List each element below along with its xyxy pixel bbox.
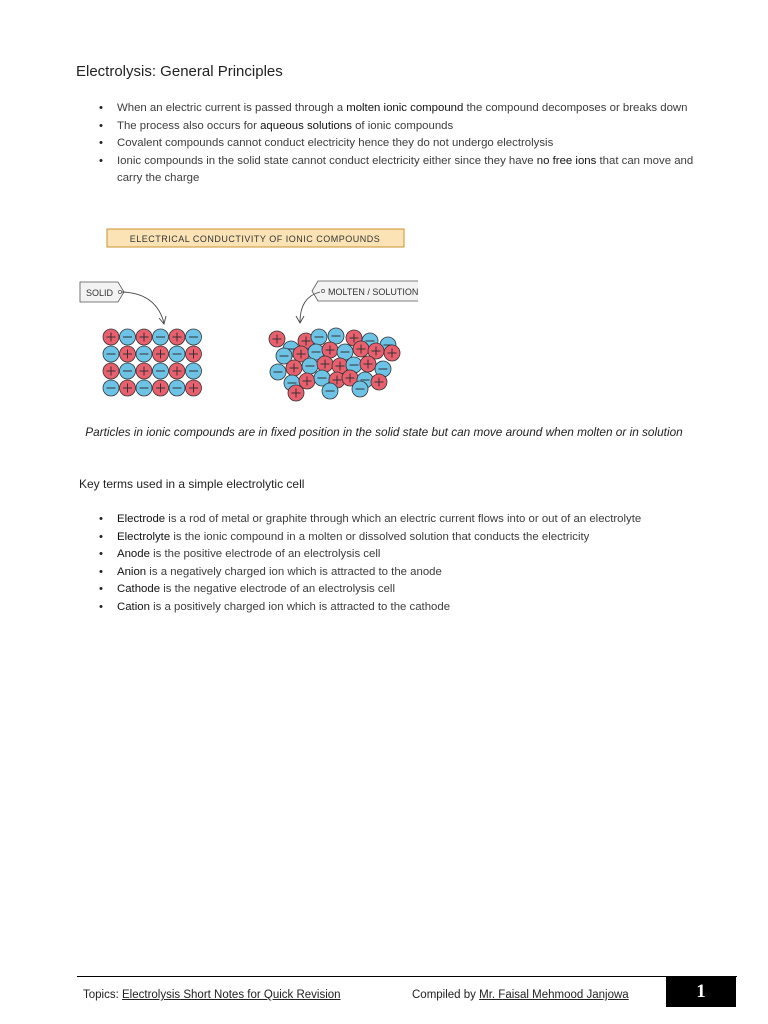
anion-particle <box>120 329 136 345</box>
anion-particle <box>153 363 169 379</box>
list-item: • Anion is a negatively charged ion which is attracted to the anode <box>95 564 695 582</box>
page-title: Electrolysis: General Principles <box>76 63 283 80</box>
footer-compiled-by: Compiled by Mr. Faisal Mehmood Janjowa <box>412 989 629 1001</box>
term: Cation <box>117 600 150 613</box>
term: Anion <box>117 565 147 578</box>
solid-label: SOLID <box>86 288 114 298</box>
emphasis-text: aqueous solutions <box>260 119 352 132</box>
key-terms-heading: Key terms used in a simple electrolytic cell <box>79 477 305 491</box>
list-item: • Ionic compounds in the solid state cannot conduct electricity either since they have no free ions that can move and carry the charge <box>95 153 695 188</box>
cation-particle <box>136 329 152 345</box>
emphasis-text: molten ionic compound <box>346 102 464 114</box>
anion-particle <box>103 346 119 362</box>
cation-particle <box>169 363 185 379</box>
anion-particle <box>103 380 119 396</box>
anion-particle <box>136 346 152 362</box>
emphasis-text: no free ions <box>536 154 597 167</box>
cation-particle <box>384 345 400 361</box>
cation-particle <box>186 346 202 362</box>
cation-particle <box>153 346 169 362</box>
cation-particle <box>186 380 202 396</box>
solid-arrow <box>122 292 164 323</box>
list-item: • Anode is the positive electrode of an electrolysis cell <box>95 546 695 564</box>
list-item: • Cation is a positively charged ion which is attracted to the cathode <box>95 599 695 617</box>
anion-particle <box>120 363 136 379</box>
term: Anode <box>117 548 150 560</box>
footer-topics: Topics: Electrolysis Short Notes for Quick Revision <box>83 989 341 1001</box>
cation-particle <box>353 341 369 357</box>
cation-particle <box>120 346 136 362</box>
list-item: • The process also occurs for aqueous solutions of ionic compounds <box>95 118 695 136</box>
anion-particle <box>136 380 152 396</box>
term: Cathode <box>117 583 161 595</box>
term: Electrode <box>117 513 166 525</box>
cation-particle <box>153 380 169 396</box>
cation-particle <box>288 385 304 401</box>
cation-particle <box>286 360 302 376</box>
principles-list <box>95 100 695 188</box>
cation-particle <box>360 356 376 372</box>
anion-particle <box>169 380 185 396</box>
anion-particle <box>322 383 338 399</box>
list-item: • Covalent compounds cannot conduct electricity hence they do not undergo electrolysis <box>95 135 695 153</box>
anion-particle <box>302 358 318 374</box>
topic-link: Electrolysis <box>122 989 181 1001</box>
anion-particle <box>270 364 286 380</box>
cation-particle <box>269 331 285 347</box>
footer-divider <box>77 976 737 977</box>
anion-particle <box>186 363 202 379</box>
cation-particle <box>322 342 338 358</box>
list-item: • Cathode is the negative electrode of an electrolysis cell <box>95 581 695 599</box>
anion-particle <box>186 329 202 345</box>
molten-label: MOLTEN / SOLUTION <box>328 287 418 297</box>
list-item: • Electrolyte is the ionic compound in a molten or dissolved solution that conducts the electricity <box>95 529 695 547</box>
ionic-conductivity-diagram <box>78 225 418 405</box>
term: Electrolyte <box>117 530 171 543</box>
cation-particle <box>317 356 333 372</box>
solid-lattice <box>103 329 202 396</box>
anion-particle <box>153 329 169 345</box>
molten-ions <box>269 328 400 401</box>
cation-particle <box>120 380 136 396</box>
cation-particle <box>103 363 119 379</box>
cation-particle <box>371 374 387 390</box>
list-item: • When an electric current is passed through a molten ionic compound the compound decomposes or breaks down <box>95 100 695 118</box>
anion-particle <box>311 329 327 345</box>
banner-text: ELECTRICAL CONDUCTIVITY OF IONIC COMPOUNDS <box>129 234 381 244</box>
list-item: • Electrode is a rod of metal or graphite through which an electric current flows into or out of an electrolyte <box>95 511 695 529</box>
author-name: Mr. Faisal Mehmood Janjowa <box>479 989 629 1001</box>
cation-particle <box>136 363 152 379</box>
figure-caption: Particles in ionic compounds are in fixed position in the solid state but can move around when molten or in solution <box>85 425 683 439</box>
cation-particle <box>103 329 119 345</box>
anion-particle <box>352 381 368 397</box>
cation-particle <box>169 329 185 345</box>
anion-particle <box>328 328 344 344</box>
anion-particle <box>169 346 185 362</box>
page-number: 1 <box>666 977 736 1007</box>
key-terms-list <box>95 511 695 616</box>
